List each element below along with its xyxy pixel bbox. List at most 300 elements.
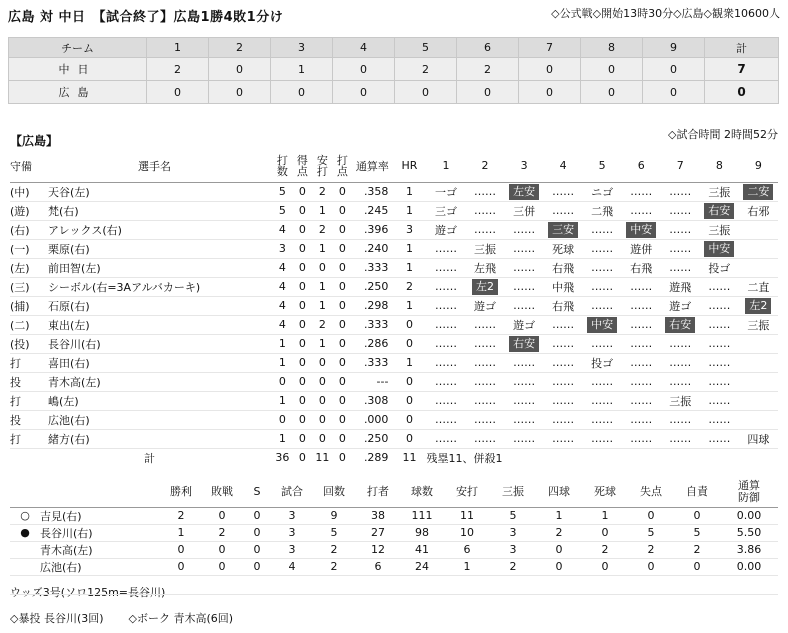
inning-score: 2	[395, 58, 457, 81]
at-bat-result	[544, 201, 583, 220]
at-bat-text: ……	[552, 432, 575, 445]
batter-avg: .245	[352, 201, 392, 220]
pitching-stat: 0	[628, 558, 674, 575]
at-bat-result	[700, 429, 739, 448]
pitching-stat: 3	[272, 507, 312, 524]
at-bat-text: ……	[513, 299, 536, 312]
at-bat-result	[661, 182, 700, 201]
pitching-stat: 1	[160, 524, 202, 541]
at-bat-result	[466, 353, 505, 372]
pitching-stat: 0	[628, 507, 674, 524]
at-bat-text: ……	[552, 356, 575, 369]
at-bat-text: ……	[552, 185, 575, 198]
at-bat-result	[466, 410, 505, 429]
at-bat-result	[426, 220, 465, 239]
pitching-stat: 0	[242, 558, 272, 575]
pitching-col	[400, 477, 444, 507]
batter-r: 0	[292, 410, 312, 429]
batter-row	[10, 296, 778, 315]
at-bat-result	[466, 296, 505, 315]
team-section-title: 【広島】	[10, 134, 59, 148]
at-bat-result	[661, 410, 700, 429]
col-inning: 1	[426, 150, 465, 182]
batting-table	[10, 150, 778, 467]
at-bat-text: 遊ゴ	[669, 299, 692, 313]
at-bat-result	[739, 239, 778, 258]
line-score-header	[9, 38, 779, 58]
col-hr: HR	[392, 150, 426, 182]
at-bat-result	[583, 182, 622, 201]
line-score-col: 3	[271, 38, 333, 58]
at-bat-result	[583, 334, 622, 353]
at-bat-text: ……	[552, 394, 575, 407]
at-bat-result	[661, 353, 700, 372]
batter-r: 0	[292, 277, 312, 296]
pitching-stat: 0	[242, 524, 272, 541]
pitching-stat: 0	[202, 507, 242, 524]
pitcher-name: 長谷川(右)	[40, 524, 160, 541]
pitching-stat: 0	[582, 524, 628, 541]
at-bat-text: ……	[434, 413, 457, 426]
pitching-stat: 2	[490, 558, 536, 575]
at-bat-text: ……	[552, 375, 575, 388]
inning-score: 0	[395, 81, 457, 104]
hit-result: 中安	[704, 241, 734, 257]
at-bat-text: ……	[708, 318, 731, 331]
pitching-stat: 2	[628, 541, 674, 558]
at-bat-result	[622, 334, 661, 353]
at-bat-result	[739, 182, 778, 201]
at-bat-text: 右飛	[552, 299, 575, 313]
team-name: 中日	[9, 58, 147, 81]
at-bat-result	[622, 258, 661, 277]
col-inning: 6	[622, 150, 661, 182]
batter-hr: 0	[392, 410, 426, 429]
at-bat-text: 三振	[708, 223, 731, 237]
at-bat-result	[426, 296, 465, 315]
at-bat-result	[700, 201, 739, 220]
at-bat-result	[505, 239, 544, 258]
at-bat-result	[700, 391, 739, 410]
at-bat-text: ……	[591, 280, 614, 293]
batting-header-row	[10, 150, 778, 182]
spacer	[10, 477, 40, 507]
batter-avg: .000	[352, 410, 392, 429]
pitching-stat: 0.00	[720, 558, 778, 575]
divider	[10, 594, 778, 595]
pitching-stat: 3	[490, 524, 536, 541]
at-bat-result	[505, 353, 544, 372]
at-bat-result	[583, 353, 622, 372]
pitching-stat: 2	[674, 541, 720, 558]
batter-position: (左)	[10, 258, 48, 277]
at-bat-text: ……	[591, 242, 614, 255]
batter-rbi: 0	[332, 315, 352, 334]
at-bat-text: ……	[708, 299, 731, 312]
pitching-col	[312, 477, 356, 507]
batter-rbi: 0	[332, 391, 352, 410]
hit-result: 左2	[745, 298, 771, 314]
pitching-stat: 6	[356, 558, 400, 575]
pitching-stat: 5	[674, 524, 720, 541]
at-bat-result	[466, 334, 505, 353]
pitching-col-label: 試合	[281, 484, 303, 498]
line-score-col: チーム	[9, 38, 147, 58]
at-bat-result	[700, 277, 739, 296]
batter-name: 長谷川(右)	[48, 334, 272, 353]
at-bat-result	[466, 391, 505, 410]
at-bat-result	[426, 315, 465, 334]
pitching-stat: 1	[444, 558, 490, 575]
at-bat-text: ……	[630, 337, 653, 350]
at-bat-text: 投ゴ	[591, 356, 614, 370]
batter-r: 0	[292, 220, 312, 239]
at-bat-text: 三併	[513, 204, 536, 218]
at-bat-result	[505, 201, 544, 220]
at-bat-text: ……	[708, 337, 731, 350]
inning-score: 1	[271, 58, 333, 81]
batter-position: 投	[10, 410, 48, 429]
batter-h: 1	[312, 277, 332, 296]
spacer	[40, 477, 160, 507]
at-bat-text: ……	[630, 318, 653, 331]
line-score-col: 1	[147, 38, 209, 58]
at-bat-result	[426, 334, 465, 353]
batter-r: 0	[292, 296, 312, 315]
at-bat-text: ……	[513, 394, 536, 407]
at-bat-result	[505, 258, 544, 277]
batter-h: 1	[312, 201, 332, 220]
batter-ab: 4	[272, 277, 292, 296]
batter-avg: .308	[352, 391, 392, 410]
at-bat-result	[700, 258, 739, 277]
batter-ab: 1	[272, 334, 292, 353]
pitching-stat: 3.86	[720, 541, 778, 558]
at-bat-text: ……	[708, 280, 731, 293]
batter-h: 2	[312, 182, 332, 201]
at-bat-result	[466, 258, 505, 277]
line-score-row	[9, 81, 779, 104]
at-bat-result	[700, 296, 739, 315]
batter-hr: 0	[392, 391, 426, 410]
result-mark: ●	[10, 524, 40, 541]
batter-rbi: 0	[332, 258, 352, 277]
batter-r: 0	[292, 239, 312, 258]
at-bat-text: 四球	[747, 432, 770, 446]
at-bat-result	[739, 315, 778, 334]
at-bat-text: 左飛	[474, 261, 497, 275]
batter-hr: 1	[392, 258, 426, 277]
at-bat-result	[505, 391, 544, 410]
at-bat-result	[544, 410, 583, 429]
at-bat-text: ……	[630, 356, 653, 369]
batter-name: 栗原(右)	[48, 239, 272, 258]
at-bat-text: ……	[669, 432, 692, 445]
at-bat-text: ……	[591, 394, 614, 407]
at-bat-result	[505, 277, 544, 296]
batter-h: 0	[312, 353, 332, 372]
batter-h: 2	[312, 315, 332, 334]
result-mark	[10, 541, 40, 558]
at-bat-result	[466, 182, 505, 201]
pitching-col-label: 自責	[686, 484, 708, 498]
at-bat-text: ……	[552, 318, 575, 331]
at-bat-result	[700, 372, 739, 391]
batter-hr: 1	[392, 201, 426, 220]
batter-h: 0	[312, 391, 332, 410]
batter-rbi: 0	[332, 220, 352, 239]
at-bat-text: ……	[630, 394, 653, 407]
at-bat-result	[739, 429, 778, 448]
at-bat-text: ……	[474, 318, 497, 331]
line-score-table	[8, 37, 779, 104]
pitching-stat: 2	[202, 524, 242, 541]
pitcher-row	[10, 507, 778, 524]
at-bat-text: 三ゴ	[434, 204, 457, 218]
at-bat-text: 二直	[747, 280, 770, 294]
col-inning: 5	[583, 150, 622, 182]
batter-rbi: 0	[332, 182, 352, 201]
at-bat-result	[661, 239, 700, 258]
game-title: 広島 対 中日 【試合終了】広島1勝4敗1分け	[8, 10, 284, 25]
inning-score: 0	[209, 81, 271, 104]
batter-hr: 1	[392, 182, 426, 201]
pitching-stat: 2	[582, 541, 628, 558]
pitching-stat: 111	[400, 507, 444, 524]
pitching-col	[160, 477, 202, 507]
pitching-stat: 2	[312, 541, 356, 558]
batter-position: (遊)	[10, 201, 48, 220]
at-bat-result	[505, 182, 544, 201]
at-bat-text: ……	[708, 432, 731, 445]
batter-avg: ---	[352, 372, 392, 391]
hit-result: 二安	[743, 184, 773, 200]
pitching-col	[674, 477, 720, 507]
inning-score: 0	[209, 58, 271, 81]
pitching-stat: 0	[674, 507, 720, 524]
wild-pitch-note: ◇暴投 長谷川(3回)	[10, 612, 104, 625]
at-bat-text: 右邪	[747, 204, 770, 218]
at-bat-result	[544, 296, 583, 315]
at-bat-result	[700, 182, 739, 201]
hit-result: 右安	[665, 317, 695, 333]
at-bat-result	[426, 182, 465, 201]
batter-row	[10, 353, 778, 372]
batter-rbi: 0	[332, 277, 352, 296]
batter-ab: 1	[272, 353, 292, 372]
hit-result: 左2	[472, 279, 498, 295]
batter-position: (二)	[10, 315, 48, 334]
inning-score: 0	[581, 81, 643, 104]
total-score: 0	[705, 81, 779, 104]
batter-position: 打	[10, 353, 48, 372]
at-bat-result	[622, 429, 661, 448]
batter-hr: 1	[392, 239, 426, 258]
batter-avg: .333	[352, 258, 392, 277]
batter-position: (捕)	[10, 296, 48, 315]
at-bat-result	[583, 391, 622, 410]
batter-name: 嶋(左)	[48, 391, 272, 410]
at-bat-text: 中飛	[552, 280, 575, 294]
total-r: 0	[298, 451, 306, 465]
at-bat-result	[661, 201, 700, 220]
pitching-stat: 0	[536, 558, 582, 575]
at-bat-result	[661, 315, 700, 334]
batter-rbi: 0	[332, 201, 352, 220]
pitching-stat: 0	[242, 507, 272, 524]
at-bat-result	[622, 182, 661, 201]
at-bat-result	[426, 429, 465, 448]
batter-avg: .333	[352, 353, 392, 372]
at-bat-text: ……	[591, 223, 614, 236]
at-bat-text: 右飛	[630, 261, 653, 275]
hit-result: 中安	[626, 222, 656, 238]
inning-score: 0	[519, 81, 581, 104]
at-bat-text: ……	[434, 299, 457, 312]
at-bat-result	[739, 391, 778, 410]
pitching-table	[10, 477, 778, 576]
col-avg: 通算率	[352, 150, 392, 182]
at-bat-text: ……	[474, 185, 497, 198]
pitching-col-label: 通算防御	[738, 478, 760, 504]
pitching-stat: 0	[202, 541, 242, 558]
pitching-stat: 10	[444, 524, 490, 541]
at-bat-text: ……	[708, 394, 731, 407]
inning-score: 0	[519, 58, 581, 81]
at-bat-result	[505, 410, 544, 429]
at-bat-result	[583, 315, 622, 334]
at-bat-result	[583, 220, 622, 239]
at-bat-text: ……	[474, 413, 497, 426]
at-bat-result	[426, 372, 465, 391]
at-bat-text: ……	[434, 337, 457, 350]
batter-r: 0	[292, 258, 312, 277]
batter-r: 0	[292, 315, 312, 334]
at-bat-text: ……	[474, 356, 497, 369]
col-pos: 守備	[10, 150, 48, 182]
at-bat-text: ……	[669, 337, 692, 350]
pitching-stat: 98	[400, 524, 444, 541]
at-bat-text: ……	[669, 223, 692, 236]
at-bat-result	[661, 391, 700, 410]
at-bat-result	[622, 391, 661, 410]
at-bat-text: ……	[630, 185, 653, 198]
batter-rbi: 0	[332, 334, 352, 353]
at-bat-result	[544, 277, 583, 296]
at-bat-result	[466, 239, 505, 258]
at-bat-text: ……	[669, 356, 692, 369]
batter-r: 0	[292, 391, 312, 410]
col-name: 選手名	[48, 150, 272, 182]
batter-name: シーボル(右=3Aアルバカーキ)	[48, 277, 272, 296]
pitching-stat: 5	[490, 507, 536, 524]
pitching-stat: 3	[272, 541, 312, 558]
pitching-stat: 27	[356, 524, 400, 541]
batter-row	[10, 391, 778, 410]
at-bat-result	[505, 296, 544, 315]
pitching-stat: 5	[628, 524, 674, 541]
col-inning: 4	[544, 150, 583, 182]
pitching-col-label: 安打	[456, 484, 478, 498]
batter-hr: 0	[392, 429, 426, 448]
batter-avg: .333	[352, 315, 392, 334]
line-score-row	[9, 58, 779, 81]
pitching-col	[628, 477, 674, 507]
pitching-stat: 4	[272, 558, 312, 575]
col-rbi: 打点	[332, 150, 352, 182]
at-bat-result	[700, 353, 739, 372]
batter-row	[10, 410, 778, 429]
line-score-col: 5	[395, 38, 457, 58]
at-bat-result	[583, 277, 622, 296]
at-bat-text: ……	[630, 413, 653, 426]
at-bat-result	[739, 201, 778, 220]
at-bat-result	[622, 372, 661, 391]
batter-ab: 5	[272, 182, 292, 201]
batter-ab: 1	[272, 391, 292, 410]
game-info: ◇公式戦◇開始13時30分◇広島◇観衆10600人	[551, 7, 780, 20]
at-bat-text: 二飛	[591, 204, 614, 218]
pitcher-name: 吉見(右)	[40, 507, 160, 524]
batter-row	[10, 201, 778, 220]
at-bat-result	[583, 410, 622, 429]
batter-name: 梵(右)	[48, 201, 272, 220]
batter-ab: 4	[272, 258, 292, 277]
at-bat-result	[661, 277, 700, 296]
batter-row	[10, 239, 778, 258]
at-bat-text: ……	[474, 432, 497, 445]
batter-r: 0	[292, 334, 312, 353]
batter-rbi: 0	[332, 353, 352, 372]
batter-rbi: 0	[332, 296, 352, 315]
batter-name: 東出(左)	[48, 315, 272, 334]
at-bat-result	[426, 239, 465, 258]
total-score: 7	[705, 58, 779, 81]
at-bat-text: ……	[591, 299, 614, 312]
batter-name: 青木高(左)	[48, 372, 272, 391]
at-bat-text: 遊併	[630, 242, 653, 256]
inning-score: 0	[333, 81, 395, 104]
at-bat-result	[544, 429, 583, 448]
pitching-stat: 3	[490, 541, 536, 558]
at-bat-text: 右飛	[552, 261, 575, 275]
line-score-col: 7	[519, 38, 581, 58]
at-bat-text: 三振	[747, 318, 770, 332]
line-score-col: 4	[333, 38, 395, 58]
at-bat-result	[739, 410, 778, 429]
inning-score: 0	[581, 58, 643, 81]
pitching-col-label: 球数	[411, 484, 433, 498]
spacer	[10, 448, 48, 467]
batter-ab: 4	[272, 220, 292, 239]
at-bat-result	[466, 277, 505, 296]
page-header	[0, 0, 788, 28]
batter-name: 喜田(右)	[48, 353, 272, 372]
homerun-note: ウッズ3号(ソロ125m=長谷川)	[10, 586, 166, 599]
pitching-col-label: 四球	[548, 484, 570, 498]
pitching-stat: 9	[312, 507, 356, 524]
pitching-stat: 0	[202, 558, 242, 575]
pitching-stat: 5.50	[720, 524, 778, 541]
pitching-col-label: 三振	[502, 484, 524, 498]
pitching-stat: 2	[312, 558, 356, 575]
at-bat-result	[583, 239, 622, 258]
batter-position: (中)	[10, 182, 48, 201]
at-bat-result	[661, 429, 700, 448]
inning-score: 0	[643, 81, 705, 104]
pitching-stat: 0	[536, 541, 582, 558]
batter-row	[10, 220, 778, 239]
